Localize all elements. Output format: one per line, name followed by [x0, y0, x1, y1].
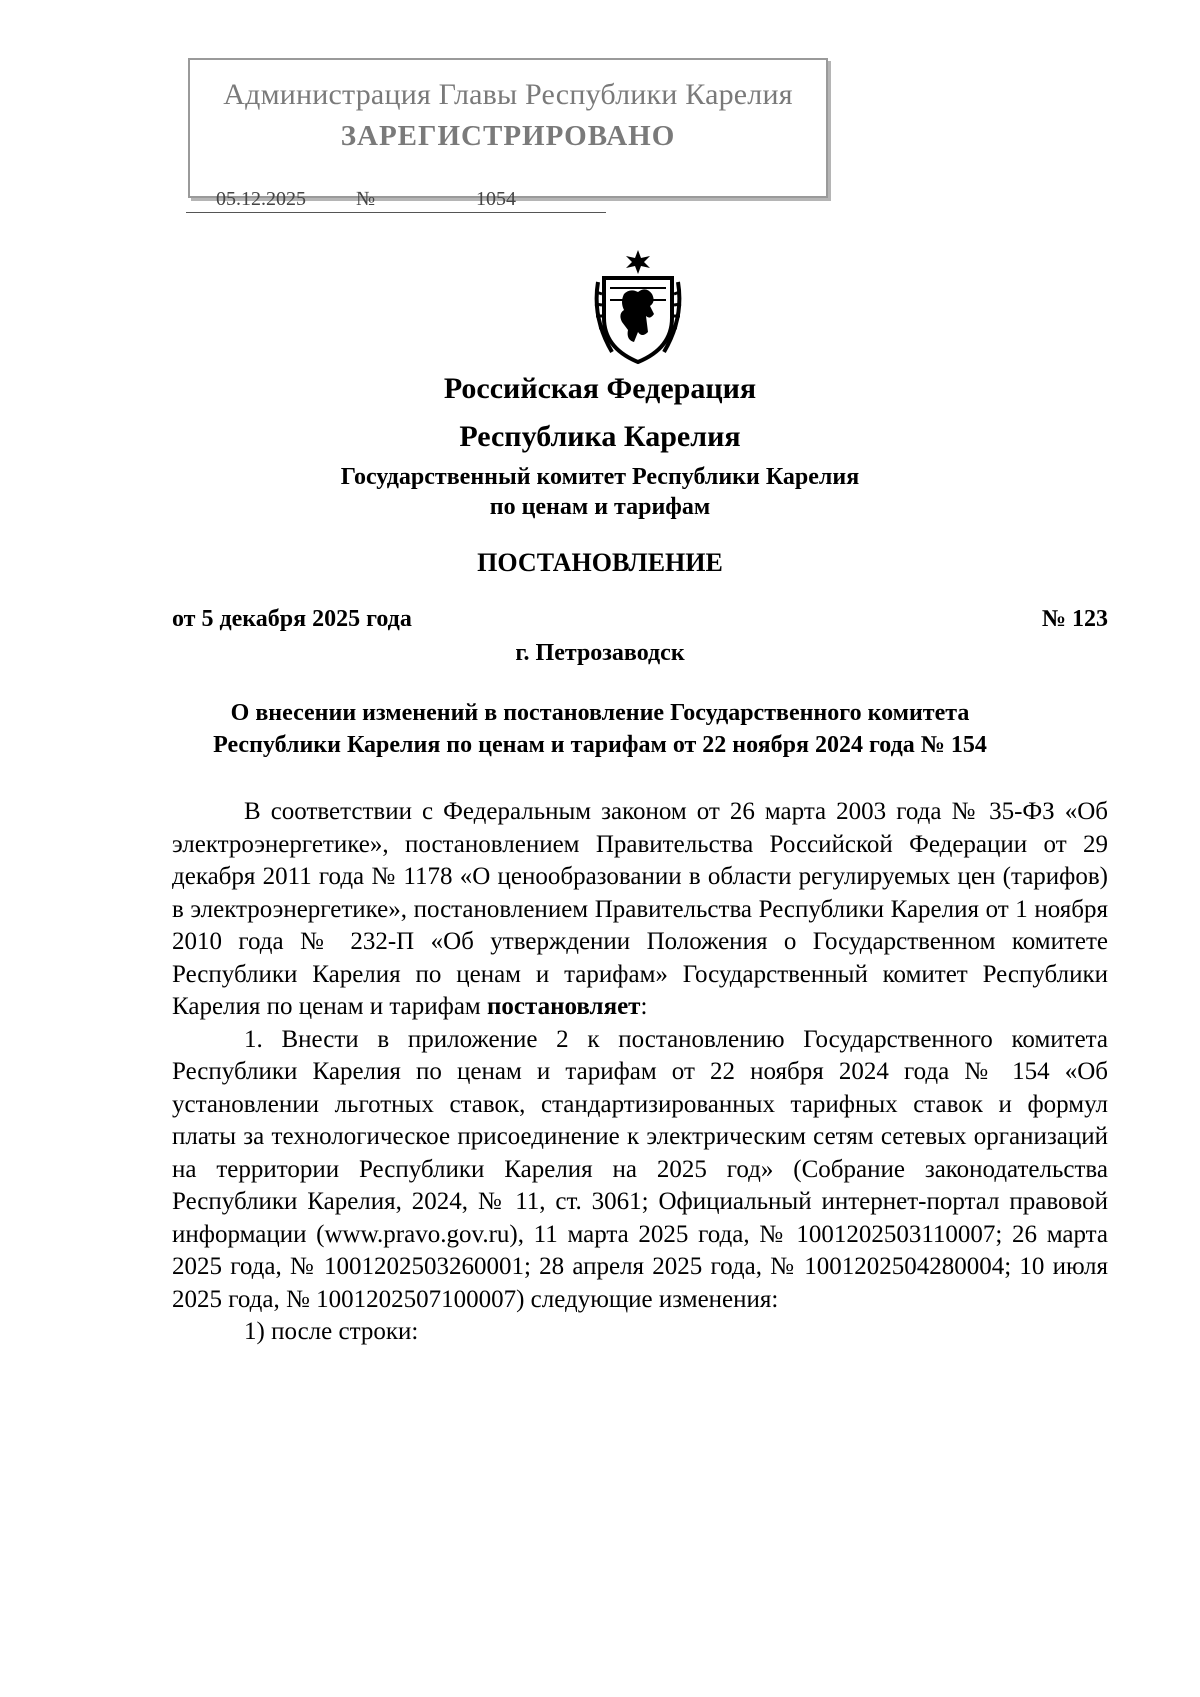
coat-of-arms-icon	[590, 248, 686, 366]
decree-title-line1: О внесении изменений в постановление Государственного комитета	[230, 700, 970, 726]
stamp-status: ЗАРЕГИСТРИРОВАНО	[340, 120, 676, 152]
decree-number: № 123	[1041, 606, 1108, 632]
stamp-number-sign: №	[356, 188, 376, 210]
decree-city: г. Петрозаводск	[515, 640, 685, 666]
header-federation: Российская Федерация	[443, 372, 757, 405]
header-republic: Республика Карелия	[459, 420, 741, 453]
registration-stamp	[188, 58, 828, 210]
body-paragraph-item-1: 1. Внести в приложение 2 к постановлению Государственного комитета Республики Карелия по ценам и тарифам от 22 ноября 2024 года № 154 «Об установлении льготных ставок, стандартизированных тарифных ставок и формул платы за технологическое присоединение к электрическим сетям сетевых организаций на территории Республики Карелия на 2025 год» (Собрание законодательства Республики Карелия, 2024, № 11, ст. 3061; Официальный интернет-портал правовой информации (www.pravo.gov.ru), 11 марта 2025 года, № 1001202503110007; 26 марта 2025 года, № 1001202503260001; 28 апреля 2025 года, № 1001202504280004; 10 июля 2025 года, № 1001202507100007) следующие изменения:	[172, 1025, 1108, 1313]
stamp-date: 05.12.2025	[216, 188, 306, 210]
body-paragraph-preamble	[172, 796, 1108, 1024]
stamp-organization: Администрация Главы Республики Карелия	[223, 78, 793, 111]
decree-date: от 5 декабря 2025 года	[172, 606, 412, 632]
stamp-number: 1054	[476, 188, 516, 210]
preamble-colon: :	[640, 993, 648, 1020]
header-committee-line1: Государственный комитет Республики Карелия	[340, 464, 860, 490]
document-type: ПОСТАНОВЛЕНИЕ	[477, 548, 723, 577]
header-committee-line2: по ценам и тарифам	[489, 494, 711, 520]
preamble-resolves: постановляет	[487, 993, 641, 1020]
document-body	[172, 796, 1108, 1349]
preamble-text: В соответствии с Федеральным законом от 26 марта 2003 года № 35-ФЗ «Об электроэнергетике», постановлением Правительства Российской Федерации от 29 декабря 2011 года № 1178 «О ценообразовании в области регулируемых цен (тарифов) в электроэнергетике», постановлением Правительства Республики Карелия от 1 ноября 2010 года № 232-П «Об утверждении Положения о Государственном комитете Республики Карелия по ценам и тарифам» Государственный комитет Республики Карелия по ценам и тарифам	[172, 798, 1108, 1020]
decree-title-line2: Республики Карелия по ценам и тарифам от 22 ноября 2024 года № 154	[213, 732, 987, 758]
stamp-registration-line	[186, 188, 606, 213]
body-paragraph-subitem-1: 1) после строки:	[244, 1318, 419, 1345]
